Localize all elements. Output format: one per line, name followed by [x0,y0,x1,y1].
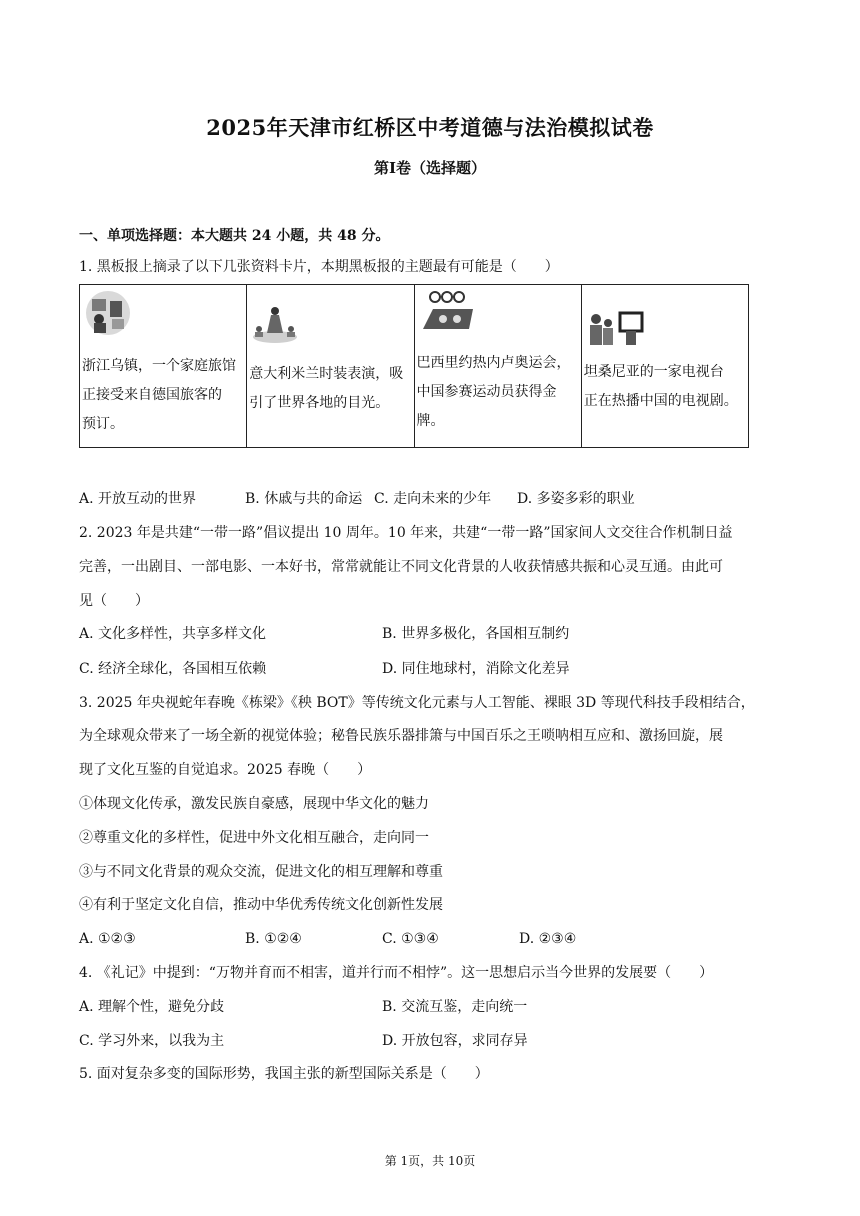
q3-option-b[interactable]: B. ①②④ [245,931,302,947]
olympic-medal-illustration-icon [419,289,479,337]
q1-card-2-line-1: 意大利米兰时装表演，吸 [249,366,404,382]
q2-option-d[interactable]: D. 同住地球村，消除文化差异 [382,661,570,677]
tv-family-illustration-icon [586,307,646,351]
q1-option-d[interactable]: D. 多姿多彩的职业 [517,491,635,507]
q1-card-3-line-3: 牌。 [416,413,445,429]
family-hotel-illustration-icon [84,289,132,337]
q1-card-4-line-1: 坦桑尼亚的一家电视台 [583,364,724,380]
q2-stem-line-2: 完善，一出剧目、一部电影、一本好书，常常就能让不同文化背景的人收获情感共振和心灵互通。由此可 [79,559,723,575]
q3-option-d[interactable]: D. ②③④ [519,931,577,947]
q1-card-1-line-3: 预订。 [82,416,124,432]
q2-option-c[interactable]: C. 经济全球化，各国相互依赖 [79,661,267,677]
q1-card-1-line-1: 浙江乌镇，一个家庭旅馆 [82,358,236,374]
q2-option-b[interactable]: B. 世界多极化，各国相互制约 [382,626,570,642]
fashion-show-illustration-icon [251,299,299,347]
q1-card-table [79,284,749,448]
q1-card-3-line-2: 中国参赛运动员获得金 [416,384,557,400]
exam-title: 2025年天津市红桥区中考道德与法治模拟试卷 [206,115,654,140]
q3-statement-4: ④有利于坚定文化自信，推动中华优秀传统文化创新性发展 [79,897,443,913]
q4-stem: 4. 《礼记》中提到：“万物并育而不相害，道并行而不相悖”。这一思想启示当今世界的发展要（ ） [79,965,714,981]
q1-card-4-line-2: 正在热播中国的电视剧。 [583,393,738,409]
q3-option-c[interactable]: C. ①③④ [382,931,439,947]
q3-stem-line-3: 现了文化互鉴的自觉追求。2025 春晚（ ） [79,762,372,778]
q2-stem-line-3: 见（ ） [79,593,149,609]
q3-statement-1: ①体现文化传承，激发民族自豪感，展现中华文化的魅力 [79,796,429,812]
q1-card-4 [581,285,748,448]
q3-stem-line-1: 3. 2025 年央视蛇年春晚《栋梁》《秧 BOT》等传统文化元素与人工智能、裸眼 3D 等现代科技手段相结合， [79,695,755,711]
q1-card-1 [80,285,247,448]
q1-card-1-line-2: 正接受来自德国旅客的 [82,387,222,403]
section-heading: 一、单项选择题：本大题共 24 小题，共 48 分。 [79,228,390,244]
q4-option-b[interactable]: B. 交流互鉴，走向统一 [382,999,528,1015]
page-number: 第 1页，共 10页 [384,1154,476,1168]
q2-option-a[interactable]: A. 文化多样性，共享多样文化 [79,626,267,642]
q1-card-3 [414,285,581,448]
q4-option-c[interactable]: C. 学习外来，以我为主 [79,1033,225,1049]
q1-card-2-line-2: 引了世界各地的目光。 [249,395,390,411]
q1-stem: 1. 黑板报上摘录了以下几张资料卡片，本期黑板报的主题最有可能是（ ） [79,259,559,275]
q1-card-2 [247,285,414,448]
q3-option-a[interactable]: A. ①②③ [79,931,136,947]
q2-stem-line-1: 2. 2023 年是共建“一带一路”倡议提出 10 周年。10 年来，共建“一带一路”国家间人文交往合作机制日益 [79,525,733,541]
q3-stem-line-2: 为全球观众带来了一场全新的视觉体验；秘鲁民族乐器排箫与中国百乐之王唢呐相互应和、激扬回旋，展 [79,728,723,744]
q1-card-3-line-1: 巴西里约热内卢奥运会， [416,355,571,371]
q4-option-a[interactable]: A. 理解个性，避免分歧 [79,999,225,1015]
q3-statement-2: ②尊重文化的多样性，促进中外文化相互融合，走向同一 [79,830,429,846]
q1-option-a[interactable]: A. 开放互动的世界 [79,491,197,507]
q1-option-c[interactable]: C. 走向未来的少年 [374,491,492,507]
q4-option-d[interactable]: D. 开放包容，求同存异 [382,1033,528,1049]
q5-stem: 5. 面对复杂多变的国际形势，我国主张的新型国际关系是（ ） [79,1066,489,1082]
volume-subtitle: 第Ⅰ卷（选择题） [373,159,487,177]
q3-statement-3: ③与不同文化背景的观众交流，促进文化的相互理解和尊重 [79,864,443,880]
q1-option-b[interactable]: B. 休戚与共的命运 [245,491,363,507]
